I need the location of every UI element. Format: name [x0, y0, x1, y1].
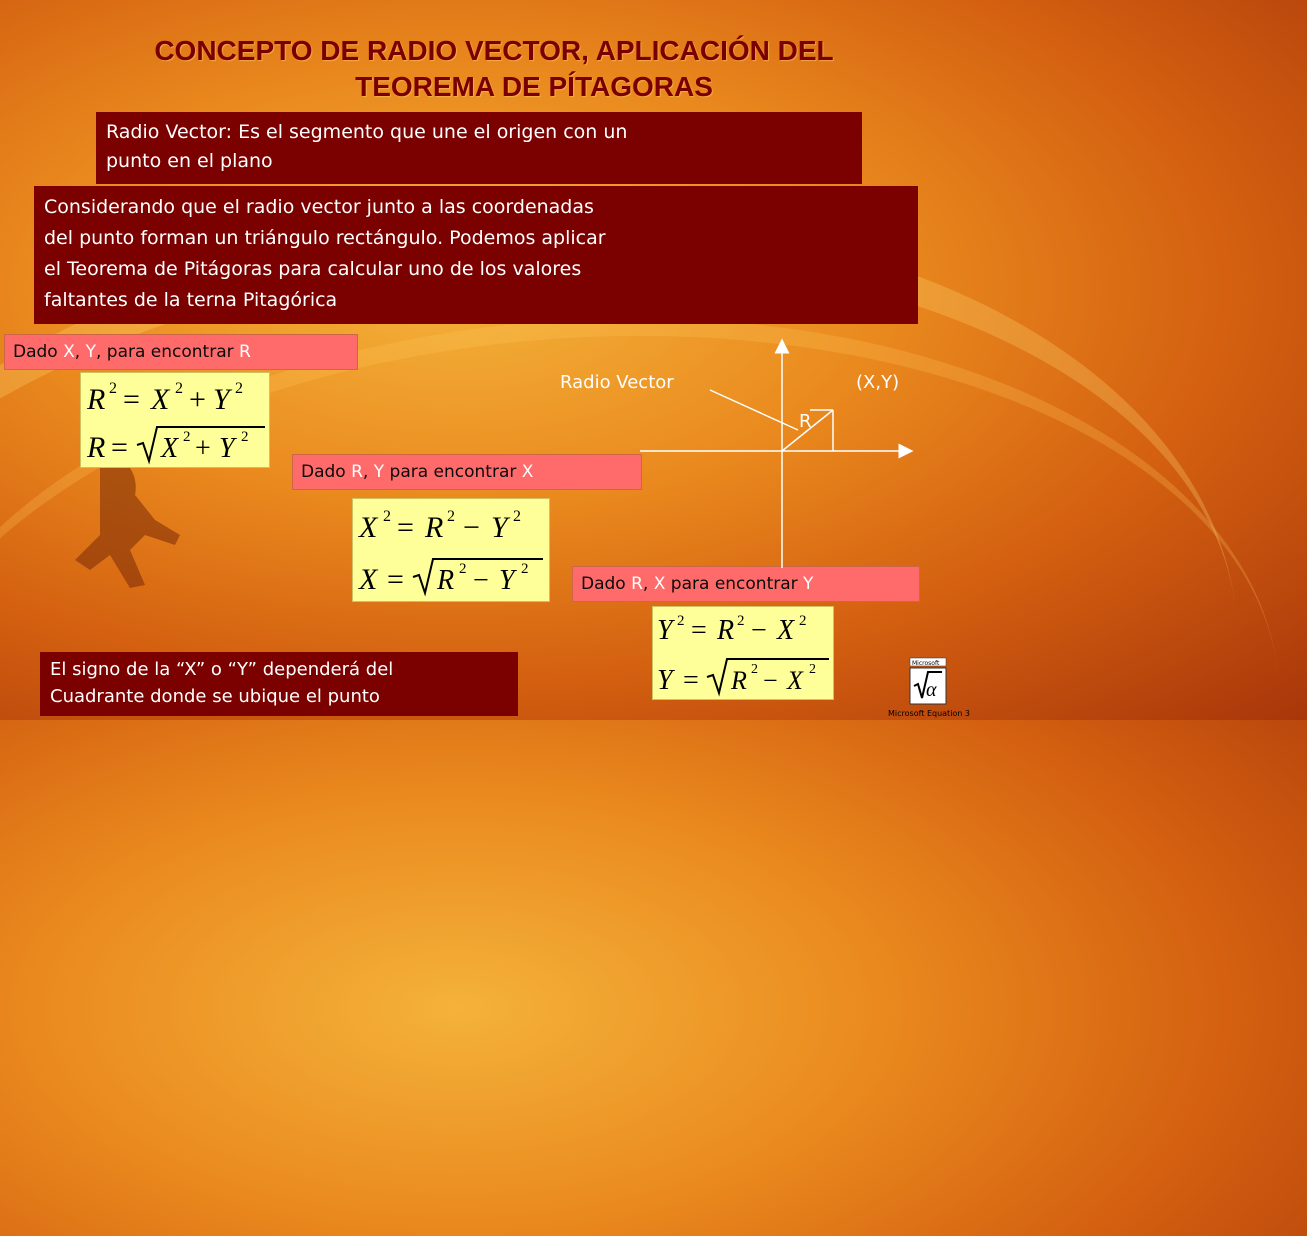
- svg-text:+: +: [189, 383, 206, 416]
- explanation-line: Considerando que el radio vector junto a las coordenadas: [44, 196, 594, 218]
- explanation-box: [34, 186, 918, 324]
- definition-line: Radio Vector: Es el segmento que une el origen con un: [106, 121, 628, 143]
- svg-text:X: X: [359, 563, 378, 596]
- svg-text:2: 2: [175, 380, 183, 397]
- svg-text:X: X: [777, 615, 795, 646]
- svg-text:X: X: [151, 383, 170, 416]
- svg-text:2: 2: [183, 429, 191, 445]
- svg-text:2: 2: [751, 662, 758, 677]
- case-prefix: Dado: [581, 574, 632, 594]
- svg-text:2: 2: [109, 380, 117, 397]
- case-var: X: [63, 342, 75, 362]
- case-sep: ,: [642, 574, 654, 594]
- case-var: X: [653, 574, 666, 594]
- case-mid: para encontrar: [665, 574, 804, 594]
- svg-text:X: X: [359, 511, 378, 544]
- case-target: Y: [803, 574, 814, 594]
- explanation-line: faltantes de la terna Pitagórica: [44, 289, 338, 311]
- svg-text:2: 2: [459, 561, 467, 577]
- svg-text:Y: Y: [491, 511, 508, 544]
- svg-text:2: 2: [737, 613, 745, 629]
- svg-text:R: R: [731, 666, 747, 695]
- explanation-line: el Teorema de Pitágoras para calcular uno de los valores: [44, 258, 582, 280]
- svg-text:2: 2: [677, 613, 685, 629]
- svg-text:2: 2: [799, 613, 807, 629]
- svg-text:Y: Y: [213, 383, 230, 416]
- definition-line: punto en el plano: [106, 150, 273, 172]
- svg-text:−: −: [763, 666, 778, 695]
- svg-text:=: =: [387, 563, 404, 596]
- case-var: Y: [85, 342, 96, 362]
- svg-text:=: =: [691, 615, 707, 646]
- equation-find-r: [80, 372, 270, 468]
- svg-text:2: 2: [521, 561, 529, 577]
- case-mid: , para encontrar: [95, 342, 240, 362]
- equation-icon-top: Microsoft: [912, 660, 940, 667]
- svg-text:2: 2: [383, 508, 391, 525]
- svg-text:X: X: [161, 433, 179, 464]
- note-line: El signo de la “X” o “Y” dependerá del: [50, 659, 394, 680]
- radio-vector-label: Radio Vector: [560, 372, 674, 393]
- svg-text:α: α: [926, 679, 937, 701]
- svg-text:−: −: [473, 565, 489, 596]
- svg-text:−: −: [751, 615, 767, 646]
- point-label: (X,Y): [856, 372, 900, 393]
- svg-text:R: R: [437, 565, 455, 596]
- case-mid: para encontrar: [384, 462, 522, 482]
- svg-text:R: R: [717, 615, 735, 646]
- svg-text:2: 2: [235, 380, 243, 397]
- case-prefix: Dado: [301, 462, 352, 482]
- svg-text:+: +: [195, 433, 211, 464]
- case-find-r-label: [4, 334, 358, 370]
- explanation-line: del punto forman un triángulo rectángulo. Podemos aplicar: [44, 227, 606, 249]
- note-line: Cuadrante donde se ubique el punto: [50, 686, 380, 707]
- svg-text:2: 2: [513, 508, 521, 525]
- case-target: R: [239, 342, 251, 362]
- svg-text:R: R: [87, 383, 106, 416]
- svg-text:=: =: [683, 665, 699, 696]
- definition-box: [96, 112, 862, 184]
- svg-text:Y: Y: [219, 433, 235, 464]
- case-prefix: Dado: [13, 342, 64, 362]
- svg-text:Y: Y: [499, 565, 515, 596]
- svg-text:Y: Y: [657, 615, 673, 646]
- equation-editor-icon: [888, 656, 971, 720]
- equation-find-x: [352, 498, 550, 602]
- case-sep: ,: [362, 462, 374, 482]
- equation-icon-label: Microsoft Equation 3: [888, 709, 971, 718]
- svg-text:R: R: [87, 431, 106, 464]
- case-find-y-label: [572, 566, 920, 602]
- case-var: R: [351, 462, 363, 482]
- svg-text:=: =: [397, 511, 414, 544]
- coordinate-diagram: [540, 340, 940, 570]
- case-var: Y: [373, 462, 385, 482]
- svg-text:Y: Y: [657, 665, 673, 696]
- case-sep: ,: [74, 342, 86, 362]
- svg-text:R: R: [425, 511, 444, 544]
- svg-text:=: =: [123, 383, 140, 416]
- svg-text:=: =: [111, 431, 128, 464]
- svg-text:X: X: [787, 666, 803, 695]
- case-target: X: [521, 462, 534, 482]
- slide-title-line1: CONCEPTO DE RADIO VECTOR, APLICACIÓN DEL: [154, 35, 834, 66]
- note-box: [40, 652, 518, 716]
- svg-text:2: 2: [809, 662, 816, 677]
- svg-text:2: 2: [447, 508, 455, 525]
- svg-text:−: −: [463, 511, 480, 544]
- r-label: R: [799, 411, 812, 432]
- equation-find-y: [652, 606, 834, 700]
- case-var: R: [631, 574, 643, 594]
- pointer-line: [710, 390, 798, 430]
- svg-text:2: 2: [241, 429, 249, 445]
- slide-title-line2: TEOREMA DE PÍTAGORAS: [355, 71, 713, 102]
